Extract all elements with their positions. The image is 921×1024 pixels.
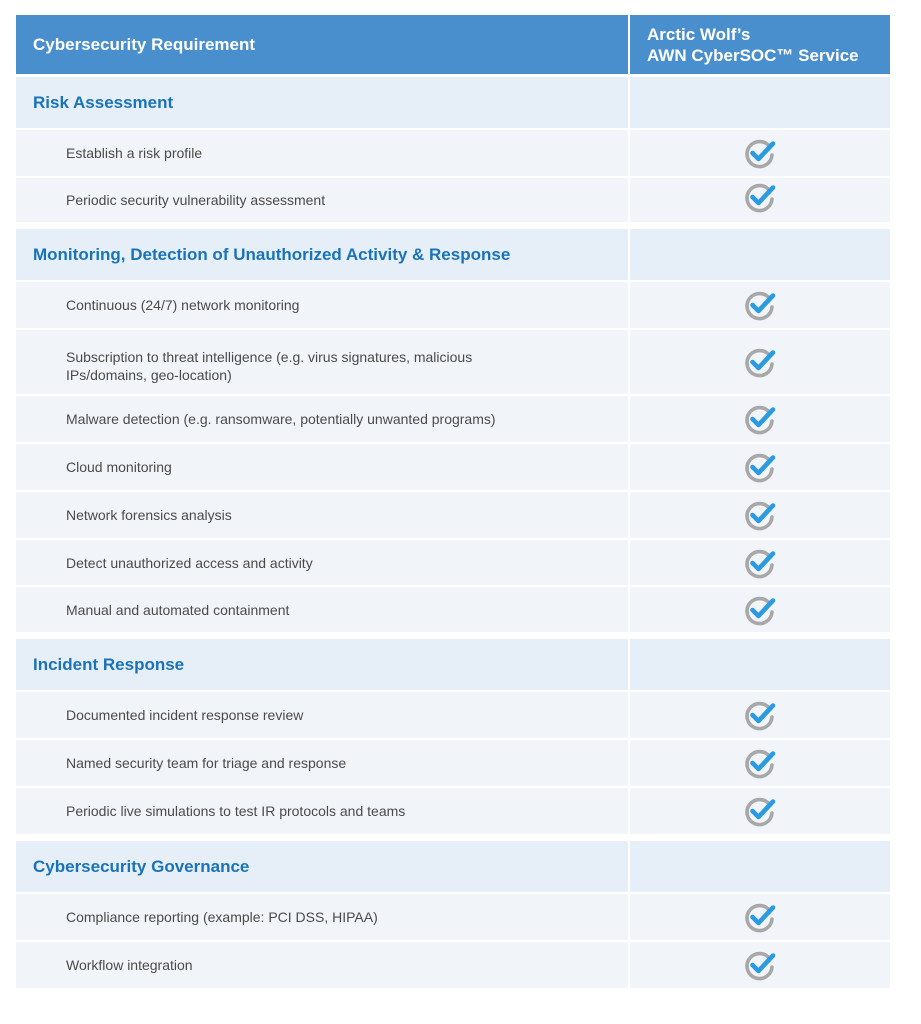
checkmark-icon: [743, 450, 777, 484]
requirement-text: Establish a risk profile: [16, 130, 628, 176]
requirement-text: Compliance reporting (example: PCI DSS, HIPAA): [16, 894, 628, 940]
section-title: Cybersecurity Governance: [16, 841, 628, 892]
table-row: [16, 894, 890, 940]
requirement-column-header: Cybersecurity Requirement: [16, 15, 628, 74]
checkmark-icon: [743, 698, 777, 732]
section-spacer: [630, 77, 890, 128]
checkmark-icon: [743, 345, 777, 379]
table-header: [16, 15, 890, 74]
requirement-text: Workflow integration: [16, 942, 628, 988]
check-cell: [630, 282, 890, 328]
check-cell: [630, 692, 890, 738]
requirement-text: Continuous (24/7) network monitoring: [16, 282, 628, 328]
table-row: [16, 740, 890, 786]
requirement-text: Named security team for triage and response: [16, 740, 628, 786]
checkmark-icon: [743, 546, 777, 580]
table-row: [16, 942, 890, 988]
requirement-text: Detect unauthorized access and activity: [16, 540, 628, 585]
table-row: [16, 692, 890, 738]
requirement-text: Network forensics analysis: [16, 492, 628, 538]
checkmark-icon: [743, 900, 777, 934]
table-row: [16, 282, 890, 328]
table-row: [16, 178, 890, 222]
checkmark-icon: [743, 746, 777, 780]
check-cell: [630, 942, 890, 988]
requirement-text: [16, 330, 628, 394]
section-title: Incident Response: [16, 639, 628, 690]
table-row: [16, 330, 890, 394]
table-row: [16, 788, 890, 834]
checkmark-icon: [743, 136, 777, 170]
checkmark-icon: [743, 498, 777, 532]
requirement-text: Periodic live simulations to test IR protocols and teams: [16, 788, 628, 834]
check-cell: [630, 178, 890, 222]
service-header-line-2: AWN CyberSOC™ Service: [647, 46, 859, 65]
service-column-header: [630, 15, 890, 74]
requirement-text: Malware detection (e.g. ransomware, potentially unwanted programs): [16, 396, 628, 442]
requirement-text-line-2: IPs/domains, geo-location): [66, 367, 232, 383]
check-cell: [630, 587, 890, 632]
section-title: Monitoring, Detection of Unauthorized Activity & Response: [16, 229, 628, 280]
requirement-text: Documented incident response review: [16, 692, 628, 738]
table-row: [16, 492, 890, 538]
checkmark-icon: [743, 593, 777, 627]
checkmark-icon: [743, 288, 777, 322]
table-row: [16, 396, 890, 442]
table-row: [16, 587, 890, 632]
check-cell: [630, 740, 890, 786]
section-spacer: [630, 639, 890, 690]
table-row: [16, 540, 890, 585]
check-cell: [630, 492, 890, 538]
comparison-table: [16, 15, 890, 990]
table-row: [16, 444, 890, 490]
section-spacer: [630, 841, 890, 892]
table-row: [16, 130, 890, 176]
check-cell: [630, 396, 890, 442]
check-cell: [630, 444, 890, 490]
requirement-text: Periodic security vulnerability assessment: [16, 178, 628, 222]
requirement-text: Cloud monitoring: [16, 444, 628, 490]
checkmark-icon: [743, 402, 777, 436]
section-row: [16, 841, 890, 892]
section-spacer: [630, 229, 890, 280]
checkmark-icon: [743, 948, 777, 982]
section-row: [16, 77, 890, 128]
check-cell: [630, 130, 890, 176]
check-cell: [630, 894, 890, 940]
requirement-text-line-1: Subscription to threat intelligence (e.g. virus signatures, malicious: [66, 349, 473, 365]
check-cell: [630, 540, 890, 585]
requirement-text: Manual and automated containment: [16, 587, 628, 632]
check-cell: [630, 788, 890, 834]
section-row: [16, 639, 890, 690]
check-cell: [630, 330, 890, 394]
section-row: [16, 229, 890, 280]
checkmark-icon: [743, 794, 777, 828]
service-header-line-1: Arctic Wolf’s: [647, 25, 751, 44]
section-title: Risk Assessment: [16, 77, 628, 128]
checkmark-icon: [743, 180, 777, 214]
